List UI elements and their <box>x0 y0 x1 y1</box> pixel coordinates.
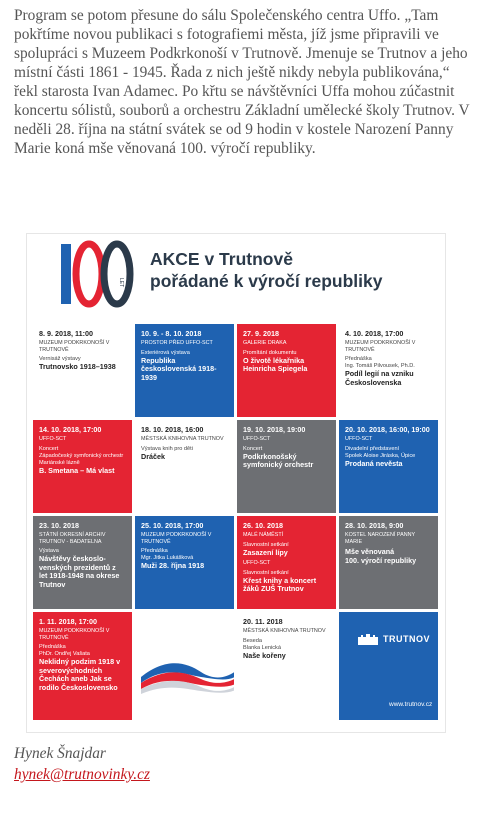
event-speaker: Mgr. Jitka Lukášková <box>141 555 194 562</box>
event-venue: MUZEUM PODKRKONOŠÍ V TRUTNOVĚ <box>345 340 416 353</box>
trutnov-logo-cell <box>339 612 438 720</box>
event-title: 100. výročí republiky <box>345 555 417 565</box>
event-venue: STÁTNÍ OKRESNÍ ARCHIV TRUTNOV - BADATELNA <box>39 532 106 545</box>
event-date: 18. 10. 2018, 16:00 <box>141 425 204 434</box>
event-date: 19. 10. 2018, 19:00 <box>243 425 306 434</box>
event-type: Beseda <box>243 637 262 644</box>
flag-ribbon-graphic <box>141 617 234 720</box>
event-cell <box>237 324 336 417</box>
event-title: Trutnovsko 1918–1938 <box>39 362 116 372</box>
event-cell <box>33 516 132 609</box>
100-years-logo <box>59 240 135 308</box>
event-date: 1. 11. 2018, 17:00 <box>39 617 97 626</box>
event-cell <box>33 324 132 417</box>
event-cell <box>237 420 336 513</box>
event-date: 26. 10. 2018 <box>243 521 283 530</box>
event-type: Přednáška <box>39 644 66 651</box>
event-cell <box>339 324 438 417</box>
event-speaker: Blanka Lenická <box>243 644 281 651</box>
event-type: Vernisáž výstavy <box>39 356 81 363</box>
event-type: Divadelní představení <box>345 445 400 452</box>
trutnov-website: www.trutnov.cz <box>389 701 433 708</box>
article-paragraph: Program se potom přesune do sálu Společenského centra Uffo. „Tam pokřtíme novou publikaci s fotografiemi města, jíž jsme připravili ve spolupráci s Muzeem Podkrkonoší v Trutnově. Jmenuje se Trutnov a jeho místní části 1861 - 1945. Řada z nich ještě nikdy nebyla publikována,“ řekl starosta Ivan Adamec. Po křtu se návštěvníci Uffa mohou zúčastnit koncertu sólistů, souborů a orchestru Základní umělecké školy Trutnov. V neděli 28. října na státní svátek se od 9 hodin v kostele Narození Panny Marie koná mše věnovaná 100. výročí republiky. <box>14 7 470 157</box>
event-title: Neklidný podzim 1918 v severovýchodních Čechách aneb Jak se rodilo Československo <box>39 657 121 692</box>
event-type: Promítání dokumentu <box>243 349 297 356</box>
event-title: Dráček <box>141 451 165 461</box>
poster-title-line2: pořádané k výročí republiky <box>150 271 383 291</box>
poster-title <box>150 248 382 292</box>
event-cell <box>339 420 438 513</box>
event-title: Návštěvy českoslo-venských prezidentů z let 1918-1948 na okrese Trutnov <box>39 554 120 589</box>
event-venue: MUZEUM PODKRKONOŠÍ V TRUTNOVĚ <box>39 628 110 641</box>
event-cell <box>237 612 336 720</box>
event-venue: KOSTEL NAROZENÍ PANNY MARIE <box>345 532 415 545</box>
event-title: Podkrkonošský symfonický orchestr <box>243 451 314 470</box>
event-type: Přednáška <box>345 356 372 363</box>
event-venue: UFFO-SCT <box>345 436 373 442</box>
event-type: Výstava knih pro děti <box>141 445 193 452</box>
event-speaker: PhDr. Ondřej Vašata <box>39 651 90 658</box>
event-venue: MĚSTSKÁ KNIHOVNA TRUTNOV <box>141 436 224 442</box>
events-poster <box>26 233 446 733</box>
event-type: Výstava <box>39 548 59 555</box>
event-title-2: Křest knihy a koncert žáků ZUŠ Trutnov <box>243 575 317 594</box>
event-type: Koncert <box>39 445 59 452</box>
event-date: 27. 9. 2018 <box>243 329 279 338</box>
poster-title-line1: AKCE v Trutnově <box>150 249 293 269</box>
logo-let-text: LET <box>118 278 124 288</box>
event-speaker: Ing. Tomáš Pilvousek, Ph.D. <box>345 363 415 370</box>
event-type: Exteriérová výstava <box>141 349 190 356</box>
event-type: Koncert <box>243 445 263 452</box>
event-title: Muži 28. října 1918 <box>141 561 205 571</box>
event-title: Prodaná nevěsta <box>345 458 403 468</box>
event-title: Naše kořeny <box>243 650 286 660</box>
event-venue: MALÉ NÁMĚSTÍ <box>243 532 284 538</box>
event-type: Přednáška <box>141 548 168 555</box>
event-type: Slavnostní setkání <box>243 541 289 548</box>
event-venue: MUZEUM PODKRKONOŠÍ V TRUTNOVĚ <box>141 532 212 545</box>
poster-header <box>27 234 447 314</box>
event-date: 20. 10. 2018, 16:00, 19:00 <box>345 425 430 434</box>
trutnov-logo <box>357 632 430 646</box>
event-venue: UFFO-SCT <box>39 436 67 442</box>
flag-ribbon-cell <box>135 612 234 720</box>
event-date: 10. 9. - 8. 10. 2018 <box>141 329 202 338</box>
event-cell <box>135 516 234 609</box>
author-name: Hynek Šnajdar <box>14 745 106 762</box>
trutnov-logo-text: TRUTNOV <box>383 634 430 644</box>
event-title: Republika československá 1918-1939 <box>141 355 217 382</box>
event-date: 4. 10. 2018, 17:00 <box>345 329 404 338</box>
event-cell <box>33 420 132 513</box>
event-title: O životě lékařnika Heinricha Spiegela <box>243 355 308 374</box>
event-date: 23. 10. 2018 <box>39 521 79 530</box>
author-email-link[interactable]: hynek@trutnovinky.cz <box>14 766 150 783</box>
event-date: 8. 9. 2018, 11:00 <box>39 329 93 338</box>
article-signature <box>14 743 150 785</box>
event-cell <box>135 420 234 513</box>
event-date: 28. 10. 2018, 9:00 <box>345 521 404 530</box>
event-performer: Západočeský symfonický orchestr Mariánské lázně <box>39 452 124 466</box>
event-title: Podíl legií na vzniku Československa <box>345 369 414 387</box>
event-venue: GALERIE DRAKA <box>243 340 287 346</box>
castle-icon <box>357 632 379 646</box>
event-cell <box>339 516 438 609</box>
event-title: B. Smetana – Má vlast <box>39 465 115 475</box>
event-title: Zasazení lípy <box>243 547 288 557</box>
event-date: 25. 10. 2018, 17:00 <box>141 521 204 530</box>
event-date: 14. 10. 2018, 17:00 <box>39 425 102 434</box>
event-type-2: Slavnostní setkání <box>243 569 289 576</box>
event-cell <box>237 516 336 609</box>
event-cell <box>135 324 234 417</box>
event-performer: Spolek Aloise Jiráska, Úpice <box>345 452 416 459</box>
event-date: 20. 11. 2018 <box>243 617 283 626</box>
event-type: Mše věnovaná <box>345 547 395 557</box>
event-cell <box>33 612 132 720</box>
event-venue: MĚSTSKÁ KNIHOVNA TRUTNOV <box>243 628 326 634</box>
event-venue: PROSTOR PŘED UFFO-SCT <box>141 340 213 346</box>
event-venue: UFFO-SCT <box>243 436 271 442</box>
event-venue: MUZEUM PODKRKONOŠÍ V TRUTNOVĚ <box>39 340 110 353</box>
event-venue-2: UFFO-SCT <box>243 560 271 567</box>
